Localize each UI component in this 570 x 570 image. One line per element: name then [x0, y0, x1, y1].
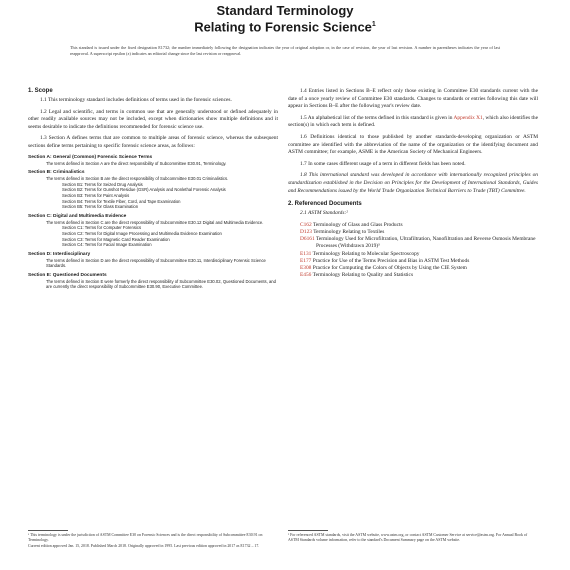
reference-item [300, 258, 538, 265]
reference-code-link[interactable]: D123 [300, 228, 312, 235]
reference-title: Terminology of Glass and Glass Products [312, 221, 403, 228]
footnote-1: ¹ This terminology is under the jurisdiction of ASTM Committee E30 on Forensic Sciences and is the direct responsibility of Subcommittee E30.91 on Terminology. [28, 533, 263, 543]
paragraph-1-4: 1.4 Entries listed in Sections B–E reflect only those existing in Committee E30 standards current with the date of a once yearly review of Committee E30 standards. Changes to standards or entries following this date will appear in Sections B–E after the following year's review date. [288, 88, 538, 110]
scope-heading: 1. Scope [28, 88, 53, 94]
reference-item [300, 236, 538, 250]
reference-code-link[interactable]: E308 [300, 264, 312, 271]
section-e-heading: Section E: Questioned Documents [28, 272, 107, 278]
paragraph-1-5-text-end: , which also identifies the section(s) in which each term is defined. [288, 114, 538, 129]
section-b-text: The terms defined in Section B are the direct responsibility of Subcommittee E30.01 Criminalistics. [46, 176, 229, 182]
paragraph-1-7: 1.7 In some cases different usage of a term in different fields has been noted. [300, 160, 466, 167]
footnote-divider [28, 530, 68, 531]
footnote-divider [288, 530, 328, 531]
reference-title: Terminology Relating to Textiles [313, 228, 385, 235]
paragraph-1-8: 1.8 This international standard was developed in accordance with internationally recognized principles on standardization established in the Decision on Principles for the Development of International Standards, Guides and Recommendations issued by the World Trade Organization Technical Barriers to Trade (TBT) Committee. [288, 172, 538, 194]
section-e-text: The terms defined in Section E were formerly the direct responsibility of Subcommittee E30.02, Questioned Documents, and are currently the direct responsibility of Subcommittee E30.90, Executive Committee. [46, 278, 276, 290]
section-c3: Section C3: Terms for Magnetic Card Reader Examination [62, 236, 170, 242]
section-c2: Section C2: Terms for Digital Image Processing and Multimedia Evidence Examination [62, 230, 222, 236]
reference-title: Terminology Used for Microfiltration, Ultrafiltration, Nanofiltration and Reverse Osmosis Membrane Processes (Withdrawn 2019)³ [315, 236, 536, 250]
reference-title: Terminology Relating to Quality and Statistics [312, 272, 414, 279]
reference-code-link[interactable]: C162 [300, 221, 312, 228]
designation-note: This standard is issued under the fixed designation E1732; the number immediately following the designation indicates the year of original adoption or, in the case of revision, the year of last revision. A number in parentheses indicates the year of last reapproval. A superscript epsilon (ε) indicates an editorial change since the last revision or reapproval. [70, 45, 500, 56]
reference-item [300, 251, 538, 258]
astm-standards-subheading: 2.1 ASTM Standards:² [300, 210, 348, 217]
right-column [288, 88, 538, 279]
section-b1: Section B1: Terms for Seized Drug Analysis [62, 181, 143, 187]
reference-title: Practice for Use of the Terms Precision and Bias in ASTM Test Methods [312, 257, 470, 264]
section-b-heading: Section B: Criminalistics [28, 170, 85, 176]
document-title-line-2: Relating to Forensic Science$^1$ [194, 19, 376, 35]
section-b4: Section B4: Terms for Textile Fiber, Cord, and Tape Examination [62, 198, 181, 204]
section-d-heading: Section D: Interdisciplinary [28, 251, 91, 257]
footnote-approval: Current edition approved Jan. 15, 2018. Published March 2018. Originally approved in 1995. Last previous edition approved in 2017 as E1732 – 17. [28, 543, 260, 548]
section-b3: Section B3: Terms for Paint Analysis [62, 192, 130, 198]
reference-title: Terminology Relating to Molecular Spectroscopy [312, 250, 420, 257]
document-title: Standard Terminology [216, 3, 354, 18]
paragraph-1-1: 1.1 This terminology standard includes definitions of terms used in the forensic sciences. [40, 97, 232, 103]
left-footnotes [28, 533, 278, 549]
title-footnote-marker: 1 [371, 21, 376, 28]
paragraph-1-5 [288, 115, 538, 130]
appendix-x1-link[interactable]: Appendix X1 [453, 114, 483, 121]
paragraph-1-2: 1.2 Legal and scientific, and terms in common use that are generally understood or defined adequately in other readily available sources may not be included, except when dictionaries show multiple definitions and it seems desirable to indicate the definitions recommended for forensic science use. [28, 108, 278, 130]
section-b2: Section B2: Terms for Gunshot Residue (GSR) Analysis and Nonlethal Forensic Analysis [62, 187, 226, 193]
reference-title: Practice for Computing the Colors of Objects by Using the CIE System [312, 264, 467, 271]
referenced-documents-heading: 2. Referenced Documents [288, 201, 362, 208]
paragraph-1-3: 1.3 Section A defines terms that are common to multiple areas of forensic science, whereas the subsequent sections define terms pertaining to specific forensic science areas, as follows: [28, 135, 278, 149]
reference-code-link[interactable]: E456 [300, 272, 312, 279]
section-c1: Section C1: Terms for Computer Forensics [62, 225, 142, 231]
reference-code-link[interactable]: E131 [300, 250, 312, 257]
right-footnotes [288, 533, 538, 544]
section-b5: Section B5: Terms for Glass Examination [62, 204, 139, 210]
left-column [28, 88, 278, 290]
section-c-heading: Section C: Digital and Multimedia Evidence [28, 213, 127, 219]
reference-item [300, 222, 538, 229]
paragraph-1-6: 1.6 Definitions identical to those published by another standards-developing organization or ASTM committee are identified with the abbreviation of the name of the organization or the identifying document and ASTM committee; for example, ASME is the American Society of Mechanical Engineers. [288, 133, 538, 156]
reference-item [300, 265, 538, 272]
reference-code-link[interactable]: E177 [300, 257, 312, 264]
section-a-text: The terms defined in Section A are the direct responsibility of Subcommittee E30.91, Terminology. [46, 160, 227, 166]
reference-item [300, 272, 538, 279]
paragraph-1-5-text: 1.5 An alphabetical list of the terms defined in this standard is given in [300, 114, 454, 121]
reference-code-link[interactable]: D6161 [300, 236, 315, 243]
section-d-text: The terms defined in Section D are the direct responsibility of Subcommittee E30.11, Interdisciplinary Forensic Science Standards. [46, 257, 266, 269]
section-a-heading: Section A: General (Common) Forensic Science Terms [28, 154, 153, 160]
section-c-text: The terms defined in Section C are the direct responsibility of Subcommittee E30.12 Digital and Multimedia Evidence. [46, 219, 264, 225]
footnote-2: ² For referenced ASTM standards, visit the ASTM website, www.astm.org, or contact ASTM Customer Service at service@astm.org. For Annual Book of ASTM Standards volume information, refer to the standard's Document Summary page on the ASTM website. [288, 533, 528, 543]
section-c4: Section C4: Terms for Facial Image Examination [62, 242, 152, 248]
